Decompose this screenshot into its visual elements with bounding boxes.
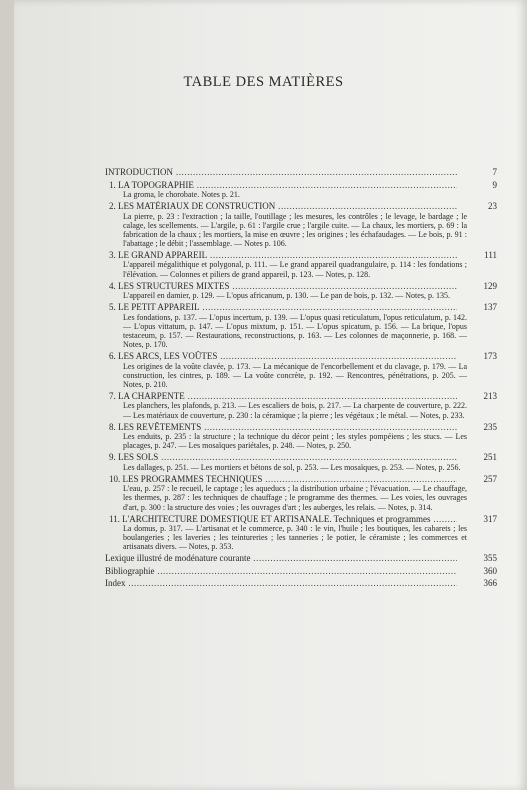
toc-entry-page: 360 (483, 565, 497, 576)
toc-entry-description: Les planchers, les plafonds, p. 213. — Les escaliers de bois, p. 217. — La charpente de couverture, p. 222. — Les matériaux de couverture, p. 230 : la céramique ; la pierre ; les végétaux ; le métal. — Notes, p. 233. (123, 401, 467, 420)
page-title: TABLE DES MATIÈRES (183, 74, 344, 90)
toc-entry (105, 578, 497, 589)
toc-entry-page: 23 (488, 201, 497, 212)
toc-entry-label: 8. LES REVÊTEMENTS ..... (109, 422, 457, 433)
toc-entry-description: L'eau, p. 257 : le recueil, le captage ; les aqueducs ; la distribution urbaine ; l'évacuation. — Le chauffage, les thermes, p. 287 : les techniques de chauffage ; le programme des thermes. — Les voies, les ouvrages d'art, p. 300 : la structure des voies ; les ouvrages d'art ; les auberges, les relais. — Notes, p. 314. (123, 484, 467, 512)
toc-entry-description: L'appareil mégalithique et polygonal, p. 111. — Le grand appareil quadrangulaire, p. 114 : les fondations ; l'élévation. — Colonnes et piliers de grand appareil, p. 123. — Notes, p. 128. (123, 260, 467, 279)
toc-entry (105, 302, 497, 313)
toc-entry-label: 1. LA TOPOGRAPHIE ..... (109, 180, 457, 191)
toc-entry-page: 366 (483, 578, 497, 589)
toc-entry (105, 167, 497, 178)
toc-entry-label: 11. L'ARCHITECTURE DOMESTIQUE ET ARTISANALE. Techniques et programmes ..... (109, 514, 457, 525)
toc-entry-page: 129 (483, 280, 497, 291)
toc-entry-page: 213 (483, 390, 497, 401)
toc-entry-description: La pierre, p. 23 : l'extraction ; la taille, l'outillage ; les mesures, les contrôles ; le levage, le bardage ; le calage, les scellements. — L'argile, p. 61 : l'argile crue ; l'argile cuite. — La chaux, les mortiers, p. 69 : la fabrication de la chaux ; les mortiers, la mise en œuvre ; les origines ; les échafaudages. — Le bois, p. 91 : l'abattage ; le débit ; l'assemblage. — Notes p. 106. (123, 211, 467, 248)
toc-entry (105, 281, 497, 292)
toc-entry-page: 251 (483, 452, 497, 463)
toc-entry-page: 9 (492, 179, 497, 190)
toc-entry-page: 173 (483, 351, 497, 362)
toc-spacer (105, 589, 497, 591)
toc-entry-description: Les fondations, p. 137. — L'opus incertum, p. 139. — L'opus quasi reticulatum, l'opus reticulatum, p. 142. — L'opus vittatum, p. 147. — L'opus mixtum, p. 151. — L'opus spicatum, p. 156. — La brique, l'opus testaceum, p. 157. — Restaurations, reconstructions, p. 163. — Les colonnes de maçonnerie, p. 168. — Notes, p. 170. (123, 312, 467, 350)
toc-entry-label: Bibliographie ..... (105, 566, 457, 577)
toc-entry-description: L'appareil en damier, p. 129. — L'opus africanum, p. 130. — Le pan de bois, p. 132. — Notes, p. 135. (123, 291, 450, 301)
toc-entry (105, 422, 497, 433)
toc-entry-label: 2. LES MATÉRIAUX DE CONSTRUCTION ..... (109, 201, 457, 212)
toc-entry-page: 137 (483, 302, 497, 313)
toc-entry-page: 111 (484, 249, 497, 260)
toc-entry-label: 7. LA CHARPENTE ..... (109, 391, 457, 402)
toc-entry-label: Lexique illustré de modénature courante ..... (105, 553, 457, 564)
toc-entry-description: Les enduits, p. 235 : la structure ; la technique du décor peint ; les styles pompéiens ; les stucs. — Les placages, p. 247. — Les mosaïques pariétales, p. 248. — Notes, p. 250. (123, 432, 467, 451)
toc-entry-label: 4. LES STRUCTURES MIXTES ..... (109, 281, 457, 292)
toc-entry-label: 6. LES ARCS, LES VOÛTES ..... (109, 351, 457, 362)
toc-entry (105, 250, 497, 261)
toc-entry (105, 180, 497, 191)
toc-entry-page: 235 (483, 421, 497, 432)
toc-entry-description: La groma, le chorobate. Notes p. 21. (123, 190, 240, 199)
toc-entry-label: 9. LES SOLS ..... (109, 452, 457, 463)
toc-entry (105, 351, 497, 362)
toc-entry-label: 10. LES PROGRAMMES TECHNIQUES ..... (109, 474, 457, 485)
toc-entry-page: 257 (483, 473, 497, 484)
toc-entry (105, 201, 497, 212)
toc-entry-description: Les origines de la voûte clavée, p. 173. — La mécanique de l'encorbellement et du clavage, p. 179. — La construction, les cintres, p. 189. — La voûte concrète, p. 192. — Rencontres, pénétrations, p. 205. — Notes, p. 210. (123, 361, 467, 389)
toc-entry-label: INTRODUCTION ..... (105, 167, 457, 178)
toc-entry-label: Index ..... (105, 578, 457, 589)
toc-entry-page: 7 (492, 167, 497, 177)
toc-entry-label: 3. LE GRAND APPAREIL ..... (109, 250, 457, 261)
toc-entry (105, 553, 497, 564)
toc-entry (105, 474, 497, 485)
table-of-contents (105, 167, 497, 591)
toc-entry (105, 566, 497, 577)
toc-entry (105, 391, 497, 402)
toc-entry-description: Les dallages, p. 251. — Les mortiers et bétons de sol, p. 253. — Les mosaïques, p. 253. — Notes, p. 256. (123, 462, 461, 472)
toc-entry-label: 5. LE PETIT APPAREIL ..... (109, 302, 457, 313)
toc-entry (105, 452, 497, 463)
toc-entry (105, 514, 497, 525)
toc-entry-description: La domus, p. 317. — L'artisanat et le commerce, p. 340 : le vin, l'huile ; les boutiques, les cabarets ; les boulangeries ; les laveries ; les teintureries ; les tanneries ; le potier, le céramiste ; les commerces et artisanats divers. — Notes, p. 353. (123, 524, 467, 552)
toc-entry-page: 355 (483, 553, 497, 564)
toc-entry-page: 317 (483, 513, 497, 524)
